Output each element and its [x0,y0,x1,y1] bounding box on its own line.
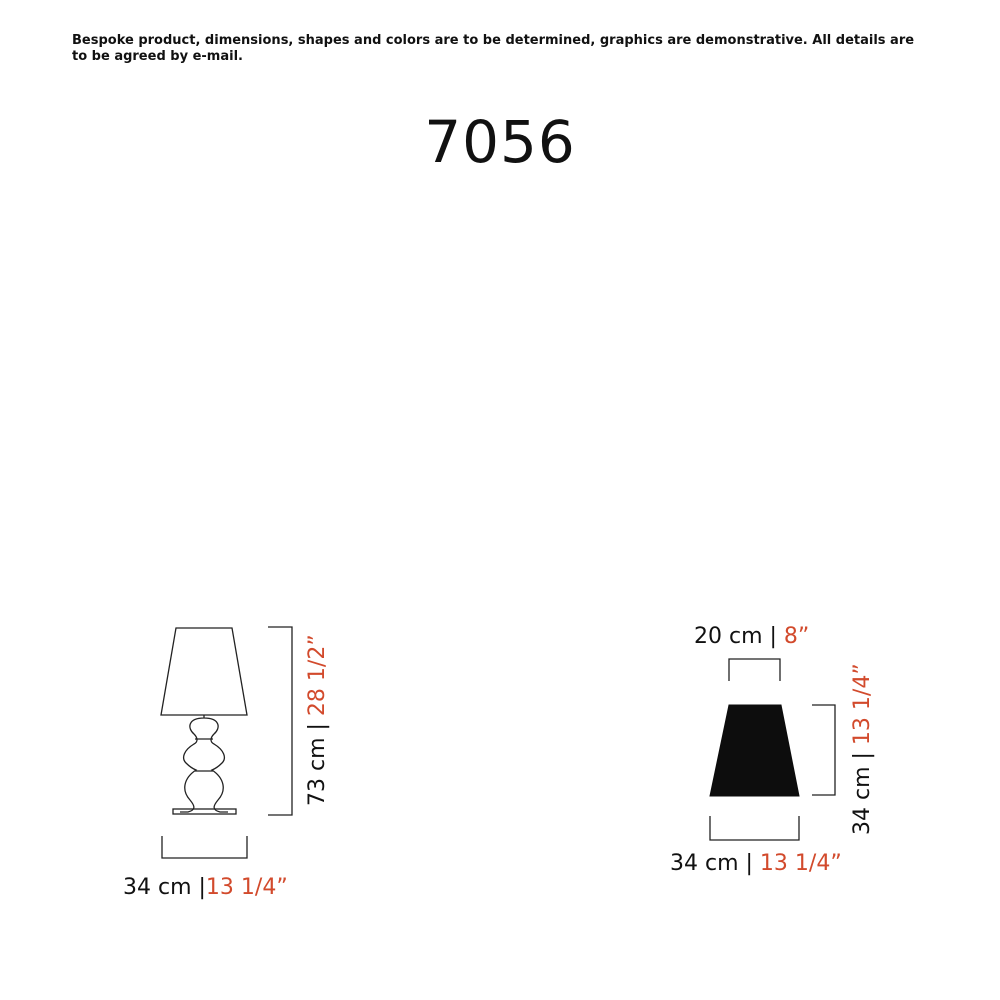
lamp-dimension-lines [162,627,292,858]
lamp-width-bracket [162,836,247,858]
shade-top-label [694,624,809,649]
shade-bottom-label [670,851,842,876]
shade-detail-drawing [710,705,799,796]
lamp-height-metric: 73 cm | [305,716,330,806]
lamp-width-label [123,875,288,900]
lamp-height-label [305,634,330,806]
shade-height-bracket [812,705,835,795]
lamp-width-metric: 34 cm | [123,875,206,900]
shade-bottom-imperial: 13 1/4” [759,851,842,876]
lamp-shade-outline [161,628,247,715]
lamp-width-imperial: 13 1/4” [205,875,288,900]
shade-top-metric: 20 cm | [694,624,784,649]
disclaimer-text: Bespoke product, dimensions, shapes and colors are to be determined, graphics are demonstrative. All details are to be agreed by e-mail. [72,33,915,64]
shade-bottom-metric: 34 cm | [670,851,760,876]
shade-silhouette [710,705,799,796]
shade-height-label [850,663,875,835]
lamp-body-outline [180,715,228,812]
lamp-height-imperial: 28 1/2” [305,634,330,717]
model-number: 7056 [424,108,576,176]
shade-top-bracket [729,659,780,681]
shade-height-metric: 34 cm | [850,745,875,835]
shade-height-imperial: 13 1/4” [850,663,875,746]
shade-top-imperial: 8” [783,624,810,649]
table-lamp-drawing [161,628,247,814]
lamp-height-bracket [268,627,292,815]
shade-bottom-bracket [710,816,799,840]
